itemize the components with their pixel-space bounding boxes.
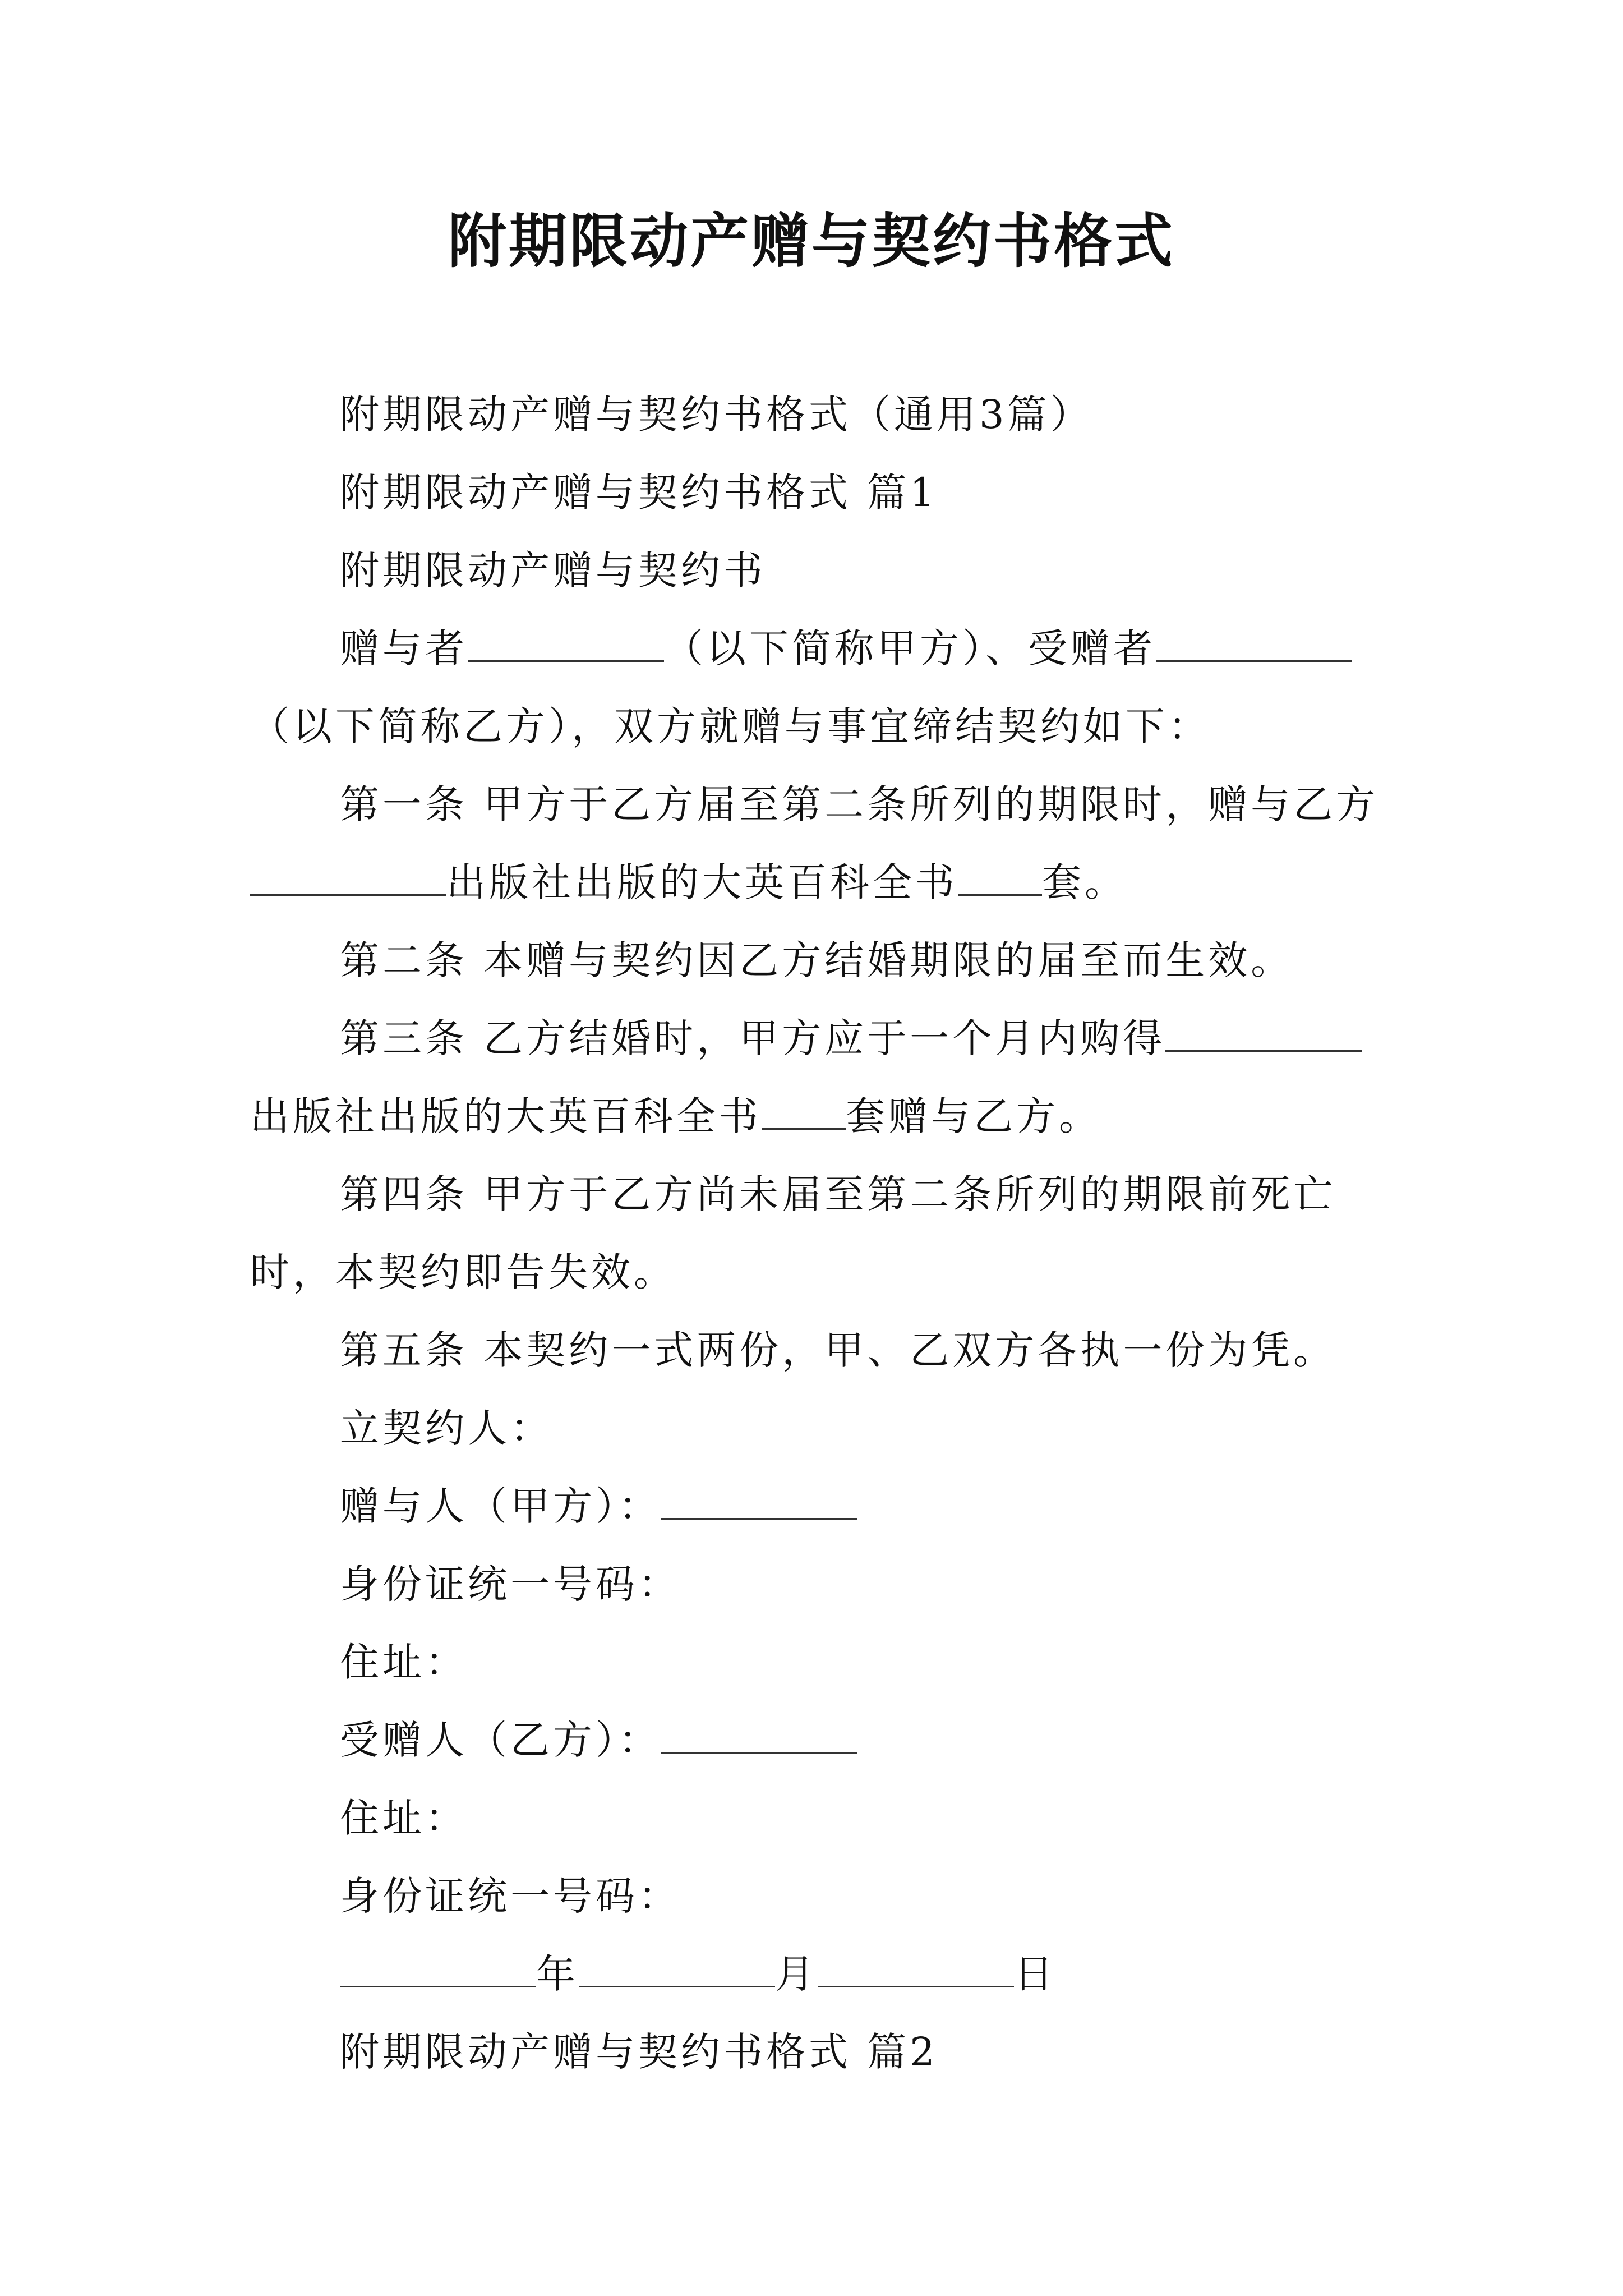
- article1-text-1: 第一条 甲方于乙方届至第二条所列的期限时，赠与乙方: [340, 781, 1379, 827]
- set-count-blank-1: [958, 862, 1042, 896]
- donee-line: [250, 1701, 1383, 1779]
- article2-paragraph: 第二条 本赠与契约因乙方结婚期限的届至而生效。: [340, 937, 1294, 983]
- article3-text-2: 出版社出版的大英百科全书: [250, 1093, 762, 1139]
- parties-text-1: 赠与者: [340, 625, 468, 671]
- part2-heading: 附期限动产赠与契约书格式 篇2: [340, 2029, 938, 2075]
- article1-text-2: 出版社出版的大英百科全书: [446, 859, 958, 905]
- parties-paragraph: [250, 610, 1383, 766]
- donor-id-label: 身份证统一号码：: [340, 1561, 681, 1607]
- set-count-blank-2: [762, 1096, 846, 1130]
- month-blank: [579, 1953, 775, 1987]
- article4-paragraph: 第四条 甲方于乙方尚未届至第二条所列的期限前死亡时，本契约即告失效。: [250, 1171, 1336, 1295]
- publisher-blank-1: [250, 862, 446, 896]
- donee-label: 受赠人（乙方）：: [340, 1717, 661, 1763]
- donor-address-label: 住址：: [340, 1639, 468, 1685]
- year-label: 年: [536, 1951, 579, 1997]
- document-title: 附期限动产赠与契约书格式: [448, 207, 1175, 275]
- contract-title: 附期限动产赠与契约书: [340, 547, 766, 593]
- donee-id-label: 身份证统一号码：: [340, 1873, 681, 1919]
- parties-text-2: （以下简称甲方）、受赠者: [664, 625, 1156, 671]
- article3-text-3: 套赠与乙方。: [846, 1093, 1101, 1139]
- article3-paragraph: [250, 1000, 1383, 1156]
- part1-heading: 附期限动产赠与契约书格式 篇1: [340, 470, 938, 516]
- document-body: [250, 376, 1383, 2091]
- date-line: [250, 1935, 1383, 2013]
- donee-signature-blank: [661, 1719, 857, 1754]
- donee-name-blank: [1156, 628, 1352, 662]
- donee-address-label: 住址：: [340, 1795, 468, 1841]
- day-label: 日: [1014, 1951, 1057, 1997]
- day-blank: [818, 1953, 1014, 1987]
- signatories-label: 立契约人：: [340, 1405, 553, 1451]
- donor-line: [250, 1467, 1383, 1545]
- publisher-blank-2: [1165, 1018, 1362, 1052]
- year-blank: [340, 1953, 536, 1987]
- article1-paragraph: [250, 766, 1383, 922]
- article1-text-3: 套。: [1042, 859, 1127, 905]
- article5-paragraph: 第五条 本契约一式两份，甲、乙双方各执一份为凭。: [340, 1327, 1336, 1373]
- donor-name-blank: [468, 628, 664, 662]
- donor-label: 赠与人（甲方）：: [340, 1483, 661, 1529]
- article3-text-1: 第三条 乙方结婚时，甲方应于一个月内购得: [340, 1015, 1166, 1061]
- donor-signature-blank: [661, 1485, 857, 1520]
- intro-paragraph: 附期限动产赠与契约书格式（通用3篇）: [340, 392, 1093, 438]
- parties-text-3: （以下简称乙方），双方就赠与事宜缔结契约如下：: [250, 703, 1211, 749]
- month-label: 月: [775, 1951, 818, 1997]
